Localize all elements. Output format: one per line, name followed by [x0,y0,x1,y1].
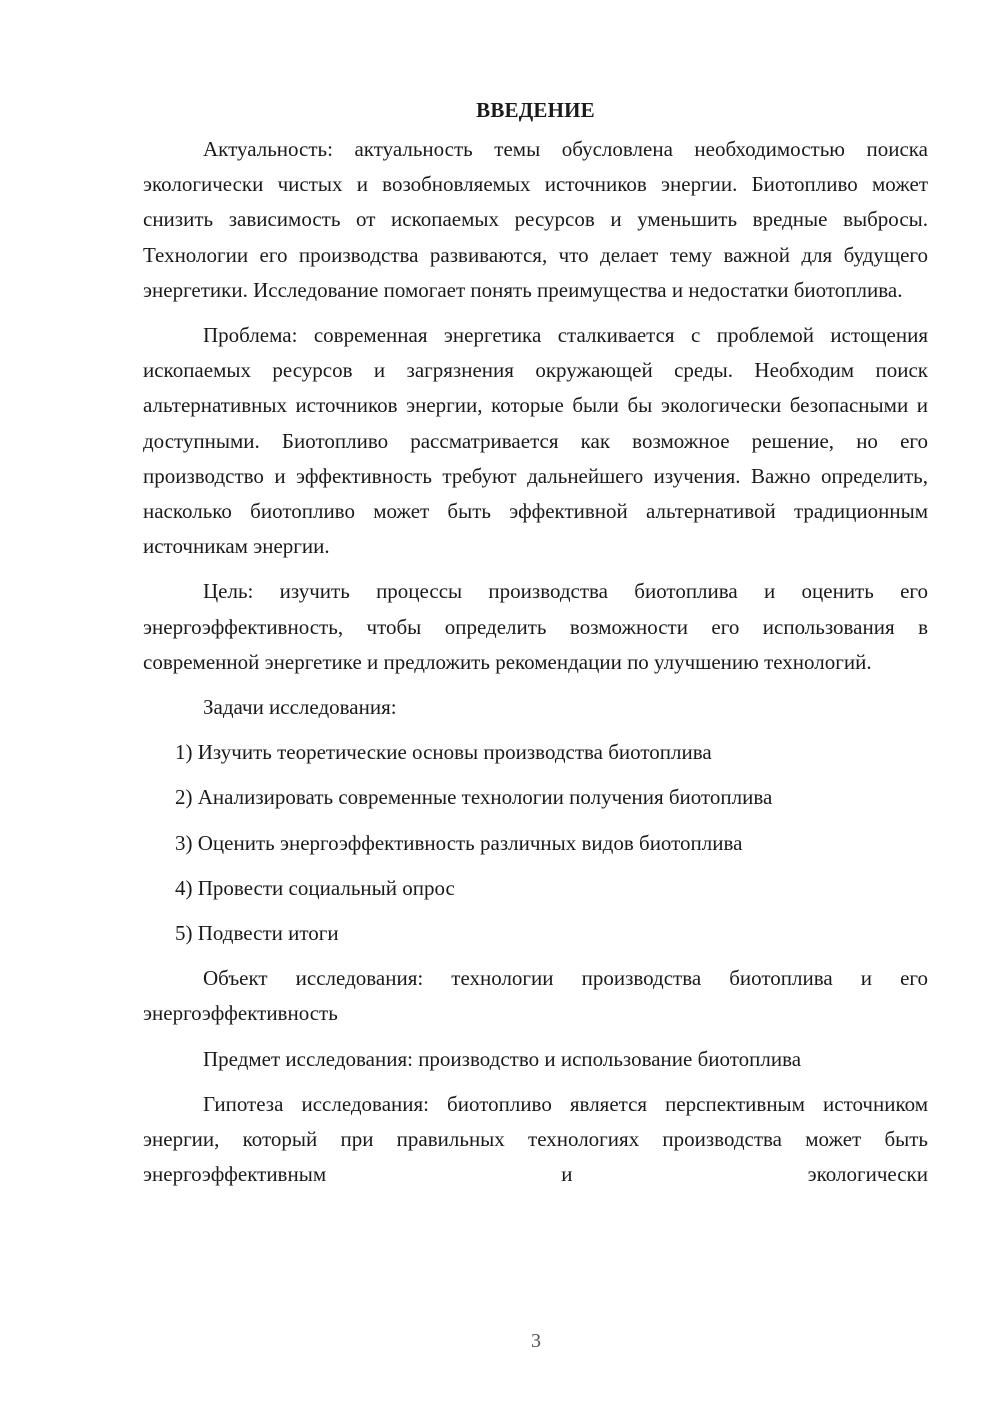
list-item: 2) Анализировать современные технологии получения биотоплива [175,785,773,810]
paragraph-object: Объект исследования: технологии производства биотоплива и его энергоэффективность [143,966,928,1026]
tasks-list [143,735,928,951]
paragraph-problem: Проблема: современная энергетика сталкивается с проблемой истощения ископаемых ресурсов и загрязнения окружающей среды. Необходим поиск альтернативных источников энергии, которые были бы экологически безопасными и доступными. Биотопливо рассматривается как возможное решение, но его производство и эффективность требуют дальнейшего изучения. Важно определить, насколько биотопливо может быть эффективной альтернативой традиционным источникам энергии. [143,323,928,559]
page-title: ВВЕДЕНИЕ [476,98,595,122]
document-page [143,92,928,1312]
list-item: 5) Подвести итоги [175,921,339,946]
paragraph-goal: Цель: изучить процессы производства биотоплива и оценить его энергоэффективность, чтобы определить возможности его использования в современной энергетике и предложить рекомендации по улучшению технологий. [143,579,928,674]
page-number: 3 [531,1330,541,1352]
tasks-heading: Задачи исследования: [203,695,397,720]
paragraph-subject: Предмет исследования: производство и использование биотоплива [203,1046,802,1071]
list-item: 1) Изучить теоретические основы производства биотоплива [175,740,712,765]
list-item: 4) Провести социальный опрос [175,875,455,900]
paragraph-relevance: Актуальность: актуальность темы обусловлена необходимостью поиска экологически чистых и возобновляемых источников энергии. Биотопливо может снизить зависимость от ископаемых ресурсов и уменьшить вредные выбросы. Технологии его производства развиваются, что делает тему важной для будущего энергетики. Исследование помогает понять преимущества и недостатки биотоплива. [143,137,928,302]
list-item: 3) Оценить энергоэффективность различных видов биотоплива [175,830,743,855]
paragraph-hypothesis: Гипотеза исследования: биотопливо является перспективным источником энергии, который при правильных технологиях производства может быть энергоэффективным и экологически [143,1091,928,1187]
